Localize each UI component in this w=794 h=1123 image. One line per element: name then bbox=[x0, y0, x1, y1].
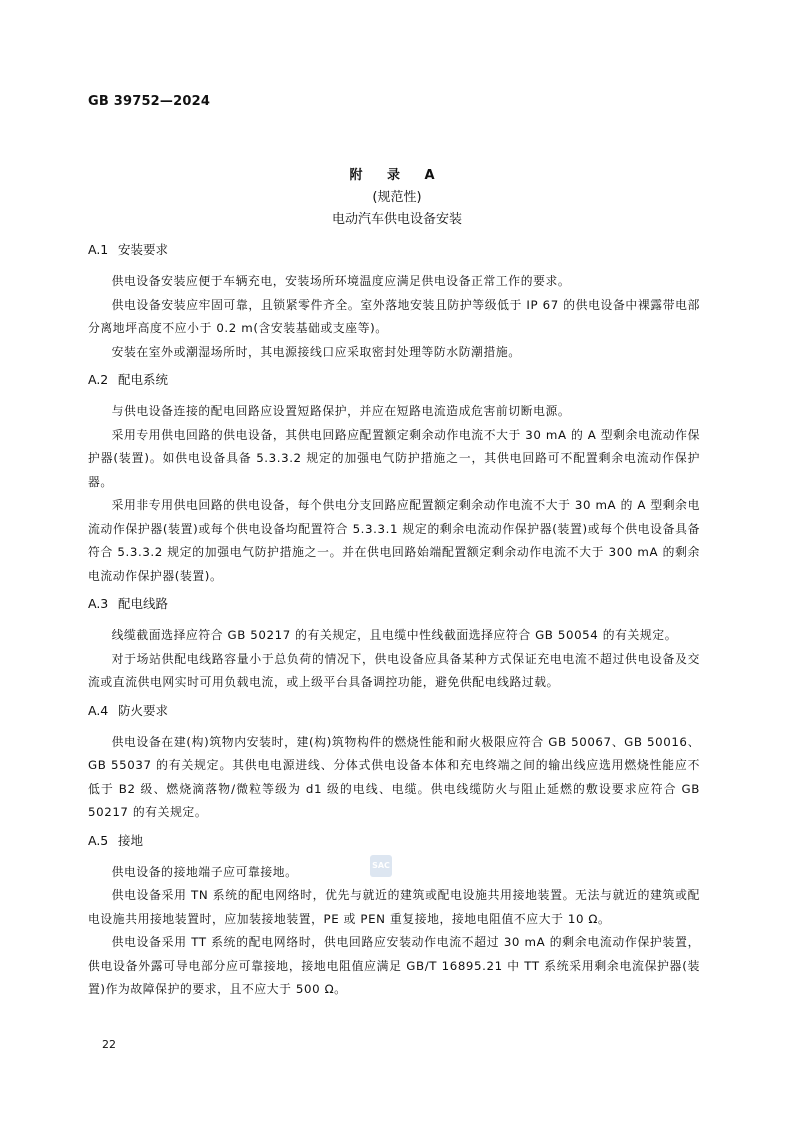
section-heading bbox=[88, 240, 700, 260]
section-number: A.3 bbox=[88, 596, 109, 611]
section-a1 bbox=[88, 240, 700, 364]
section-a5 bbox=[88, 831, 700, 1002]
paragraph: 供电设备的接地端子应可靠接地。 bbox=[111, 864, 298, 879]
section-number: A.1 bbox=[88, 242, 109, 257]
section-title: 安装要求 bbox=[118, 242, 169, 257]
watermark-logo: SAC bbox=[370, 855, 392, 877]
section-title: 配电系统 bbox=[118, 372, 169, 387]
section-a4 bbox=[88, 701, 700, 825]
standard-code: GB 39752—2024 bbox=[88, 94, 211, 109]
section-number: A.4 bbox=[88, 702, 109, 718]
paragraph: 与供电设备连接的配电回路应设置短路保护，并应在短路电流造成危害前切断电源。 bbox=[111, 404, 571, 418]
section-heading bbox=[88, 594, 700, 614]
section-title: 防火要求 bbox=[118, 702, 169, 718]
section-number: A.2 bbox=[88, 372, 109, 387]
section-heading bbox=[88, 701, 700, 721]
section-heading bbox=[88, 831, 700, 851]
paragraph: 供电设备采用 TT 系统的配电网络时，供电回路应安装动作电流不超过 30 mA 的剩余电流动作保护装置，供电设备外露可导电部分应可靠接地，接地电阻值应满足 GB/T 16895.21 中 TT 系统采用剩余电流保护器(装置)作为故障保护的要求，且不应大于 500 Ω。 bbox=[88, 935, 700, 996]
paragraph: 供电设备安装应牢固可靠，且锁紧零件齐全。室外落地安装且防护等级低于 IP 67 的供电设备中裸露带电部分离地坪高度不应小于 0.2 m(含安装基础或支座等)。 bbox=[88, 297, 700, 335]
paragraph: 供电设备采用 TN 系统的配电网络时，优先与就近的建筑或配电设施共用接地装置。无法与就近的建筑或配电设施共用接地装置时，应加装接地装置，PE 或 PEN 重复接地，接地电阻值不应大于 10 Ω。 bbox=[88, 888, 700, 926]
paragraph: 采用非专用供电回路的供电设备，每个供电分支回路应配置额定剩余动作电流不大于 30 mA 的 A 型剩余电流动作保护器(装置)或每个供电设备均配置符合 5.3.3.1 规定的剩余电流动作保护器(装置)或每个供电设备具备符合 5.3.3.2 规定的加强电气防护措施之一。并在供电回路始端配置额定剩余动作电流不大于 300 mA 的剩余电流动作保护器(装置)。 bbox=[88, 498, 700, 583]
section-heading bbox=[88, 370, 700, 390]
section-a3 bbox=[88, 594, 700, 695]
section-title: 接地 bbox=[118, 832, 144, 848]
paragraph: 线缆截面选择应符合 GB 50217 的有关规定，且电缆中性线截面选择应符合 GB 50054 的有关规定。 bbox=[111, 628, 678, 642]
annex-label: 附 录 A bbox=[349, 168, 445, 183]
annex-title-block bbox=[0, 165, 794, 231]
annex-normative: (规范性) bbox=[372, 190, 422, 205]
page-number: 22 bbox=[102, 1038, 116, 1051]
section-number: A.5 bbox=[88, 832, 109, 848]
paragraph: 供电设备在建(构)筑物内安装时，建(构)筑物构件的燃烧性能和耐火极限应符合 GB 50067、GB 50016、GB 55037 的有关规定。其供电电源进线、分体式供电设备本体和充电终端之间的输出线应选用燃烧性能应不低于 B2 级、燃烧滴落物/微粒等级为 d1 级的电线、电缆。供电线缆防火与阻止延燃的敷设要求应符合 GB 50217 的有关规定。 bbox=[88, 734, 700, 819]
section-title: 配电线路 bbox=[118, 596, 169, 611]
paragraph: 对于场站供配电线路容量小于总负荷的情况下，供电设备应具备某种方式保证充电电流不超过供电设备及交流或直流供电网实时可用负载电流，或上级平台具备调控功能，避免供配电线路过载。 bbox=[88, 651, 700, 689]
paragraph: 采用专用供电回路的供电设备，其供电回路应配置额定剩余动作电流不大于 30 mA 的 A 型剩余电流动作保护器(装置)。如供电设备具备 5.3.3.2 规定的加强电气防护措施之一，其供电回路可不配置剩余电流动作保护器。 bbox=[88, 427, 700, 489]
annex-title: 电动汽车供电设备安装 bbox=[331, 212, 462, 227]
annex-content bbox=[88, 240, 700, 1008]
paragraph: 供电设备安装应便于车辆充电，安装场所环境温度应满足供电设备正常工作的要求。 bbox=[111, 274, 571, 288]
paragraph: 安装在室外或潮湿场所时，其电源接线口应采取密封处理等防水防潮措施。 bbox=[111, 344, 521, 359]
section-a2 bbox=[88, 370, 700, 588]
